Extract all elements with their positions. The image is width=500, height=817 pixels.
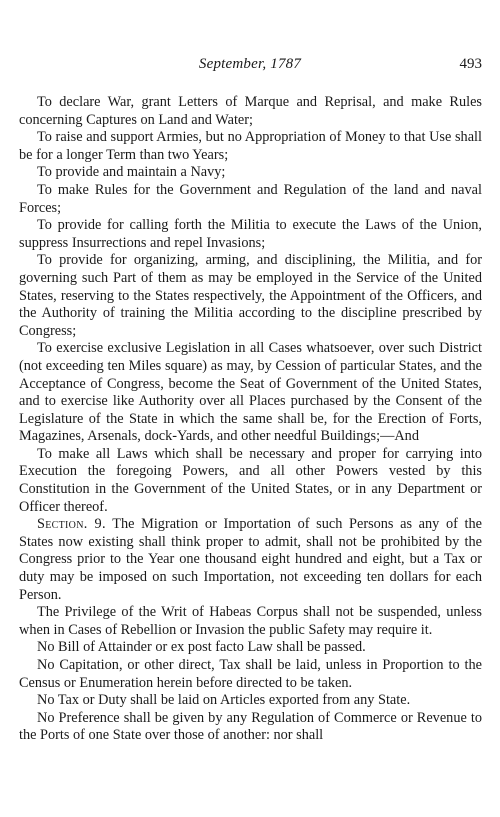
paragraph-exclusive-legislation: To exercise exclusive Legislation in all Cases whatsoever, over such District (not exceeding ten Miles square) as may, by Cession of particular States, and the Acceptance of Congress, become the Seat of Government of the United States, and to exercise like Authority over all Places purchased by the Consent of the Legislature of the State in which the same shall be, for the Erection of Forts, Magazines, Arsenals, dock-Yards, and other needful Buildings;—And [19,340,482,445]
paragraph-no-preference: No Preference shall be given by any Regulation of Commerce or Revenue to the Ports of one State over those of another: nor shall [19,709,482,744]
section-label: Section. 9. [37,516,106,533]
page-number: 493 [459,56,482,72]
paragraph-capitation: No Capitation, or other direct, Tax shall be laid, unless in Proportion to the Census or Enumeration herein before directed to be taken. [19,657,482,691]
paragraph-section-9 [19,516,482,604]
document-body [19,94,482,745]
paragraph-militia-organizing: To provide for organizing, arming, and disciplining, the Militia, and for governing such Part of them as may be employed in the Service of the United States, reserving to the States respectively, the Appointment of the Officers, and the Authority of training the Militia according to the discipline prescribed by Congress; [19,252,482,339]
paragraph-necessary-and-proper: To make all Laws which shall be necessary and proper for carrying into Execution the foregoing Powers, and all other Powers vested by this Constitution in the Government of the United States, or in any Department or Officer thereof. [19,445,482,515]
paragraph-export-tax: No Tax or Duty shall be laid on Articles exported from any State. [37,692,411,709]
paragraph-armies: To raise and support Armies, but no Appropriation of Money to that Use shall be for a longer Term than two Years; [19,129,482,163]
paragraph-militia-calling: To provide for calling forth the Militia to execute the Laws of the Union, suppress Insurrections and repel Invasions; [19,217,482,251]
section-9-text: The Migration or Importation of such Persons as any of the States now existing shall think proper to admit, shall not be prohibited by the Congress prior to the Year one thousand eight hundred and eight, but a Tax or duty may be imposed on such Importation, not exceeding ten dollars for each Person. [19,516,482,603]
paragraph-bill-of-attainder: No Bill of Attainder or ex post facto Law shall be passed. [37,639,366,656]
paragraph-naval-forces: To make Rules for the Government and Regulation of the land and naval Forces; [19,181,482,216]
paragraph-declare-war: To declare War, grant Letters of Marque and Reprisal, and make Rules concerning Captures on Land and Water; [19,94,482,128]
running-title: September, 1787 [198,56,302,72]
paragraph-habeas-corpus: The Privilege of the Writ of Habeas Corpus shall not be suspended, unless when in Cases of Rebellion or Invasion the public Safety may require it. [19,604,482,638]
paragraph-navy: To provide and maintain a Navy; [37,164,226,181]
page-header [0,56,500,76]
